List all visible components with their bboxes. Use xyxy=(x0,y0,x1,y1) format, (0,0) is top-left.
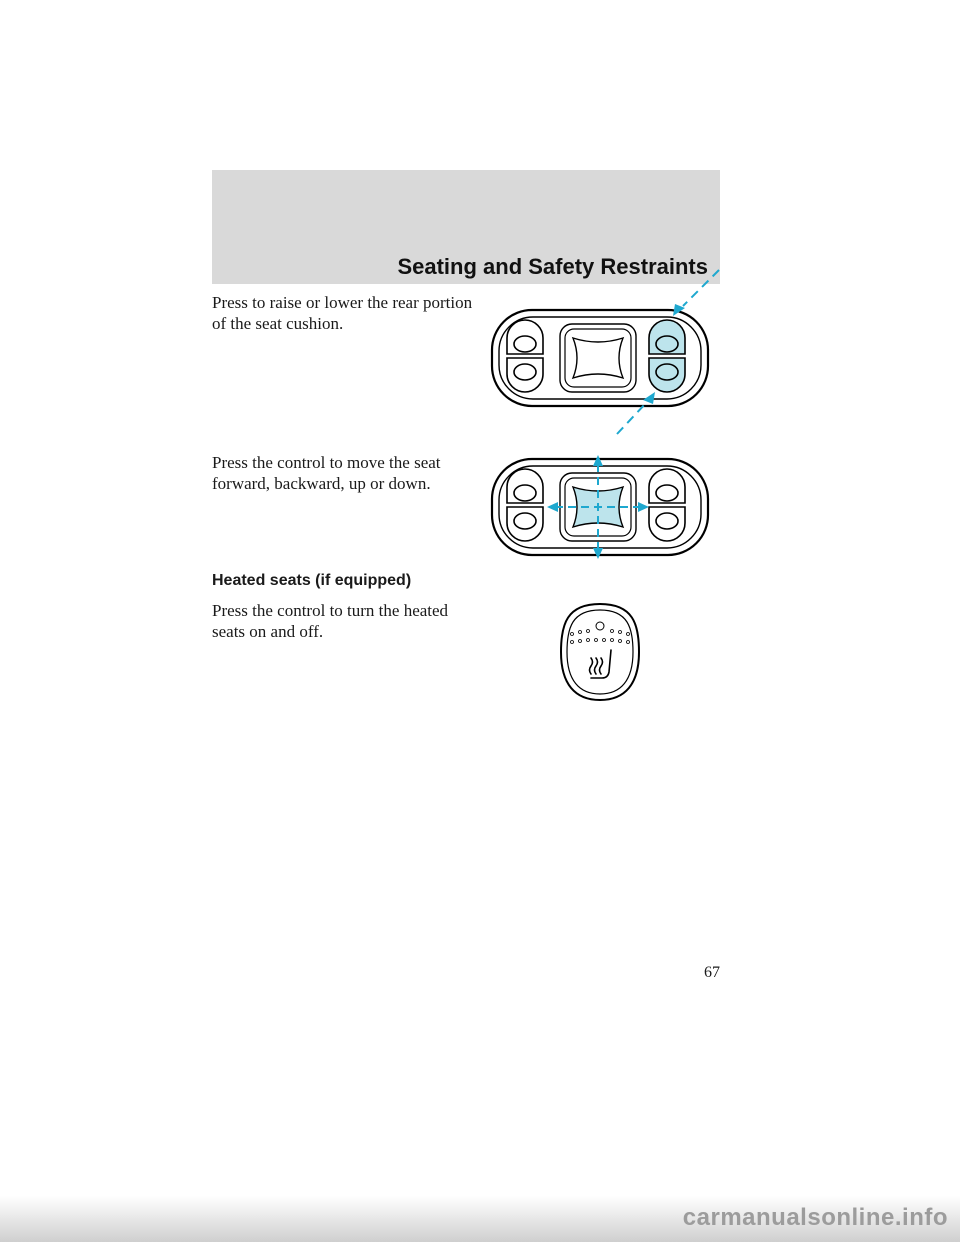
rear-cushion-control-figure xyxy=(485,262,725,442)
watermark-bar xyxy=(0,1196,960,1242)
heated-seat-button-figure xyxy=(555,600,645,705)
watermark[interactable]: carmanualsonline.info xyxy=(682,1204,948,1231)
heated-seats-instruction: Press the control to turn the heated seats on and off. xyxy=(212,601,449,641)
rear-cushion-instruction: Press to raise or lower the rear portion of the seat cushion. xyxy=(212,293,473,333)
seat-move-control-figure xyxy=(485,452,725,562)
seat-move-instruction: Press the control to move the seat forward, backward, up or down. xyxy=(212,453,441,493)
page-number: 67 xyxy=(704,964,720,981)
section-title: Seating and Safety Restraints xyxy=(397,254,708,279)
center-seat-pad xyxy=(560,324,636,392)
heated-seats-heading: Heated seats (if equipped) xyxy=(212,572,412,589)
